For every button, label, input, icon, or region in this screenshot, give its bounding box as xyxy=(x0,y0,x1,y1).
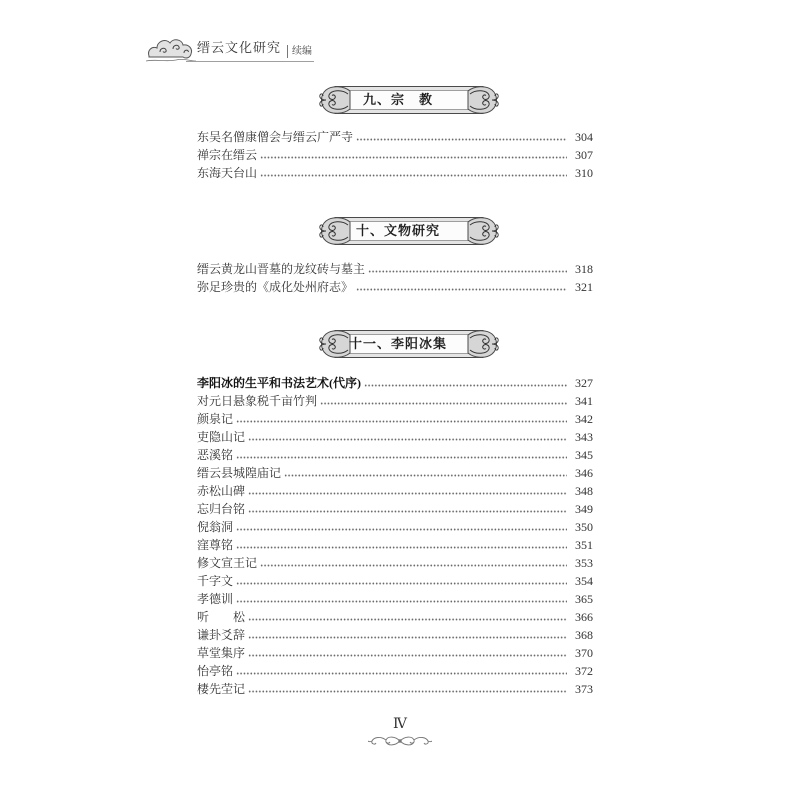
footer-ornament-icon xyxy=(368,733,432,749)
toc-entry-page: 345 xyxy=(575,448,593,462)
toc-entry xyxy=(197,482,593,500)
toc-entry-page: 341 xyxy=(575,394,593,408)
toc-leader-dots xyxy=(284,474,567,477)
toc-leader-dots xyxy=(260,156,567,159)
toc-entry xyxy=(197,392,593,410)
toc-leader-dots xyxy=(356,138,567,141)
running-header-subtitle: 续编 xyxy=(292,46,312,57)
toc-entry-title: 谦卦爻辞 xyxy=(197,628,246,642)
toc-entry xyxy=(197,464,593,482)
toc-entry-title: 颜泉记 xyxy=(197,412,234,426)
toc-leader-dots xyxy=(248,636,567,639)
toc-entry-title: 禅宗在缙云 xyxy=(197,148,258,162)
toc-leader-dots xyxy=(260,564,567,567)
toc-entry-page: 351 xyxy=(575,538,593,552)
toc-entry-title: 窪尊铭 xyxy=(197,538,234,552)
toc-entry-title: 忘归台铭 xyxy=(197,502,246,516)
toc-entry-page: 348 xyxy=(575,484,593,498)
toc-leader-dots xyxy=(236,600,567,603)
toc-entry xyxy=(197,608,593,626)
toc-entry-page: 373 xyxy=(575,682,593,696)
toc-leader-dots xyxy=(236,546,567,549)
page-number: Ⅳ xyxy=(393,716,407,732)
toc-leader-dots xyxy=(236,456,567,459)
toc-leader-dots xyxy=(260,174,567,177)
toc-entry-title: 对元日悬象税千亩竹判 xyxy=(197,394,318,408)
toc-entry xyxy=(197,278,593,296)
toc-list xyxy=(197,374,593,698)
toc-leader-dots xyxy=(248,492,567,495)
toc-entry-page: 327 xyxy=(575,376,593,390)
toc-entry-title: 棲先茔记 xyxy=(197,682,246,696)
toc-list xyxy=(197,260,593,296)
toc-leader-dots xyxy=(248,654,567,657)
toc-entry-page: 365 xyxy=(575,592,593,606)
toc-leader-dots xyxy=(320,402,567,405)
section-heading-banner xyxy=(317,216,501,246)
toc-entry xyxy=(197,164,593,182)
section-heading-banner xyxy=(317,329,501,359)
toc-entry xyxy=(197,572,593,590)
toc-entry-page: 307 xyxy=(575,148,593,162)
toc-entry xyxy=(197,446,593,464)
toc-leader-dots xyxy=(248,438,567,441)
toc-entry xyxy=(197,518,593,536)
toc-leader-dots xyxy=(248,618,567,621)
toc-entry-page: 366 xyxy=(575,610,593,624)
toc-entry-page: 304 xyxy=(575,130,593,144)
header-divider xyxy=(287,45,288,58)
toc-list xyxy=(197,128,593,182)
cloud-logo-icon xyxy=(146,34,196,64)
toc-entry xyxy=(197,554,593,572)
toc-entry-page: 321 xyxy=(575,280,593,294)
toc-entry-title: 怡亭铭 xyxy=(197,664,234,678)
toc-entry-page: 349 xyxy=(575,502,593,516)
toc-entry xyxy=(197,146,593,164)
toc-entry-page: 318 xyxy=(575,262,593,276)
toc-entry-title: 倪翁洞 xyxy=(197,520,234,534)
toc-entry-page: 354 xyxy=(575,574,593,588)
toc-entry-page: 343 xyxy=(575,430,593,444)
running-header-title: 缙云文化研究 xyxy=(197,41,282,56)
toc-leader-dots xyxy=(236,582,567,585)
toc-entry xyxy=(197,590,593,608)
header-rule xyxy=(186,61,314,62)
toc-entry-title: 李阳冰的生平和书法艺术(代序) xyxy=(197,376,361,390)
toc-entry-title: 东吴名僧康僧会与缙云广严寺 xyxy=(197,130,354,144)
toc-leader-dots xyxy=(236,528,567,531)
toc-entry-title: 修文宣王记 xyxy=(197,556,258,570)
toc-entry xyxy=(197,536,593,554)
toc-entry-title: 赤松山碑 xyxy=(197,484,246,498)
toc-entry-title: 恶溪铭 xyxy=(197,448,234,462)
toc-entry xyxy=(197,644,593,662)
toc-leader-dots xyxy=(248,510,567,513)
toc-entry-title: 东海天台山 xyxy=(197,166,258,180)
section-heading: 九、宗 教 xyxy=(362,92,433,107)
section-heading-banner xyxy=(317,85,501,115)
toc-entry xyxy=(197,626,593,644)
toc-entry-page: 310 xyxy=(575,166,593,180)
toc-entry-title: 缙云黄龙山晋墓的龙纹砖与墓主 xyxy=(197,262,366,276)
section-heading: 十一、李阳冰集 xyxy=(348,336,447,351)
toc-entry-page: 368 xyxy=(575,628,593,642)
toc-leader-dots xyxy=(236,420,567,423)
toc-entry-page: 350 xyxy=(575,520,593,534)
toc-entry xyxy=(197,428,593,446)
toc-entry xyxy=(197,128,593,146)
toc-entry-page: 342 xyxy=(575,412,593,426)
toc-entry-page: 370 xyxy=(575,646,593,660)
toc-leader-dots xyxy=(368,270,567,273)
toc-entry-title: 千字文 xyxy=(197,574,234,588)
section-heading: 十、文物研究 xyxy=(355,223,440,238)
toc-entry xyxy=(197,500,593,518)
toc-entry xyxy=(197,260,593,278)
toc-leader-dots xyxy=(364,384,567,387)
toc-entry-title: 草堂集序 xyxy=(197,646,246,660)
toc-entry-page: 346 xyxy=(575,466,593,480)
toc-entry-title: 听 松 xyxy=(197,610,246,624)
toc-entry xyxy=(197,680,593,698)
toc-entry-title: 孝德训 xyxy=(197,592,234,606)
toc-leader-dots xyxy=(248,690,567,693)
toc-entry-title: 缙云县城隍庙记 xyxy=(197,466,282,480)
toc-entry xyxy=(197,410,593,428)
toc-entry xyxy=(197,662,593,680)
toc-entry-page: 372 xyxy=(575,664,593,678)
toc-entry-page: 353 xyxy=(575,556,593,570)
toc-leader-dots xyxy=(236,672,567,675)
toc-entry-title: 吏隐山记 xyxy=(197,430,246,444)
toc-leader-dots xyxy=(356,288,567,291)
toc-entry-title: 弥足珍贵的《成化处州府志》 xyxy=(197,280,354,294)
toc-entry xyxy=(197,374,593,392)
